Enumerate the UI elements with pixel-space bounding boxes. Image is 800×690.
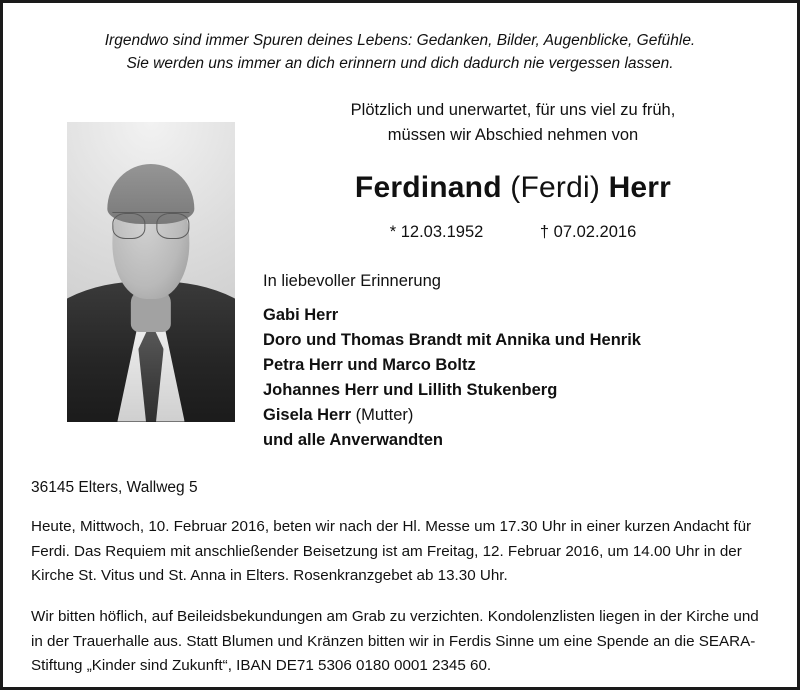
memory-line: In liebevoller Erinnerung [263,271,441,290]
family-member-name: und alle Anverwandten [263,431,444,450]
birth-date: * 12.03.1952 [389,222,484,241]
glasses-icon [112,212,189,237]
address-line: 36145 Elters, Wallweg 5 [31,479,198,497]
service-details [31,515,769,679]
family-list [257,303,769,453]
first-name: Ferdinand [354,170,502,204]
last-name: Herr [608,170,672,204]
family-member-note: (Mutter) [351,405,414,424]
portrait-photo [67,122,235,422]
family-member-name: Gisela Herr [263,405,352,424]
family-member-name: Doro und Thomas Brandt mit Annika und Henrik [263,330,641,349]
intro-text [257,98,769,149]
family-member [263,378,769,403]
family-member [263,403,769,428]
text-column [253,94,769,454]
family-member [263,328,769,353]
epitaph-line-1: Irgendwo sind immer Spuren deines Lebens: Gedanken, Bilder, Augenblicke, Gefühle. [104,32,696,49]
family-member [263,303,769,328]
family-member-name: Petra Herr und Marco Boltz [263,355,476,374]
family-member-name: Gabi Herr [263,305,339,324]
intro-line-1: Plötzlich und unerwartet, für uns viel zu früh, [350,100,676,119]
request-paragraph: Wir bitten höflich, auf Beileidsbekundungen am Grab zu verzichten. Kondolenzlisten liegen in der Kirche und in der Trauerhalle aus. Statt Blumen und Kränzen bitten wir in Ferdis Sinne um eine Spende an die SEARA-Stiftung „Kinder sind Zukunft“, IBAN DE71 5306 0180 0001 2345 60. [31,607,759,675]
deceased-name [257,171,769,205]
life-dates [257,223,769,242]
main-section [31,94,769,454]
family-member [263,353,769,378]
family-member-name: Johannes Herr und Lillith Stukenberg [263,380,558,399]
service-paragraph: Heute, Mittwoch, 10. Februar 2016, beten wir nach der Hl. Messe um 17.30 Uhr in einer kurzen Andacht für Ferdi. Das Requiem mit anschließender Beisetzung ist am Freitag, 12. Februar 2016, um 14.00 Uhr in der Kirche St. Vitus und St. Anna in Elters. Rosenkranzgebet ab 13.30 Uhr. [31,518,752,585]
death-date: † 07.02.2016 [539,222,637,241]
family-member [263,428,769,453]
nickname: (Ferdi) [510,170,601,204]
intro-line-2: müssen wir Abschied nehmen von [387,126,639,145]
photo-column [31,94,253,422]
epitaph [31,29,769,76]
epitaph-line-2: Sie werden uns immer an dich erinnern und dich dadurch nie vergessen lassen. [126,55,674,73]
